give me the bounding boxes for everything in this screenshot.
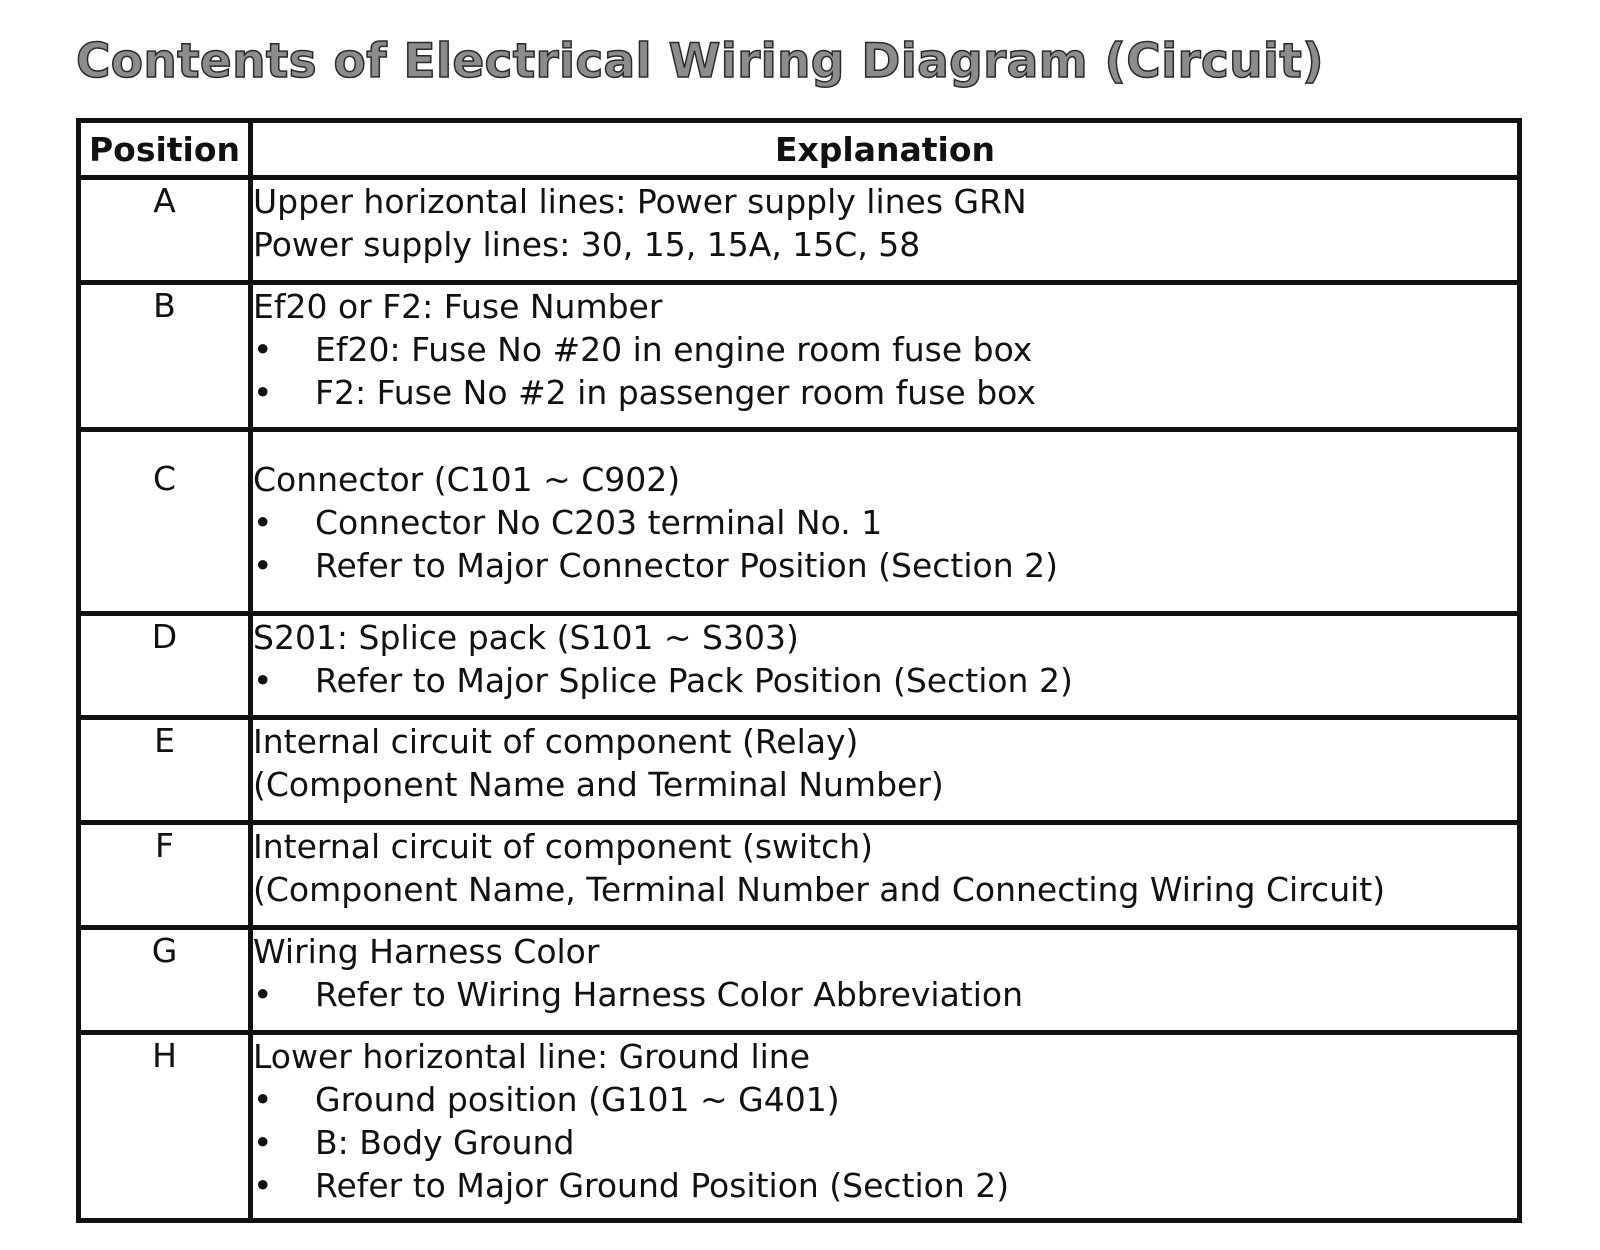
explanation-line: (Component Name, Terminal Number and Connecting Wiring Circuit)	[253, 870, 1386, 909]
table-header-row	[79, 121, 1520, 178]
position-column-header: Position	[79, 121, 251, 178]
position-cell: F	[79, 823, 251, 928]
document-title: Contents of Electrical Wiring Diagram (Circuit)	[76, 34, 1324, 89]
explanation-line: Internal circuit of component (Relay)	[253, 722, 859, 761]
explanation-line: Lower horizontal line: Ground line	[253, 1037, 811, 1076]
bullet-item: • Ef20: Fuse No #20 in engine room fuse box	[253, 328, 1517, 371]
bullet-item: • Connector No C203 terminal No. 1	[253, 501, 1517, 544]
table-row	[79, 1033, 1520, 1221]
position-cell: A	[79, 178, 251, 283]
explanation-line: Wiring Harness Color	[253, 932, 600, 971]
position-cell: D	[79, 614, 251, 718]
bullet-item: • Refer to Wiring Harness Color Abbreviation	[253, 973, 1517, 1016]
explanation-line: (Component Name and Terminal Number)	[253, 765, 944, 804]
table-row	[79, 283, 1520, 430]
explanation-cell	[251, 718, 1520, 823]
bullet-item: • Refer to Major Splice Pack Position (Section 2)	[253, 659, 1517, 702]
table-row	[79, 823, 1520, 928]
explanation-line: Internal circuit of component (switch)	[253, 827, 874, 866]
position-cell: C	[79, 430, 251, 614]
position-cell: B	[79, 283, 251, 430]
explanation-cell	[251, 178, 1520, 283]
explanation-cell	[251, 928, 1520, 1033]
explanation-line: Power supply lines: 30, 15, 15A, 15C, 58	[253, 225, 921, 264]
table-row	[79, 928, 1520, 1033]
explanation-cell	[251, 430, 1520, 614]
table-row	[79, 614, 1520, 718]
position-cell: H	[79, 1033, 251, 1221]
explanation-cell	[251, 283, 1520, 430]
bullet-item: • Refer to Major Ground Position (Section 2)	[253, 1164, 1517, 1207]
explanation-column-header: Explanation	[251, 121, 1520, 178]
bullet-item: • Ground position (G101 ~ G401)	[253, 1078, 1517, 1121]
contents-table	[76, 118, 1522, 1223]
explanation-line: Connector (C101 ~ C902)	[253, 460, 681, 499]
bullet-item: • F2: Fuse No #2 in passenger room fuse box	[253, 371, 1517, 414]
table-row	[79, 718, 1520, 823]
explanation-cell	[251, 823, 1520, 928]
bullet-item: • B: Body Ground	[253, 1121, 1517, 1164]
position-cell: G	[79, 928, 251, 1033]
explanation-line: S201: Splice pack (S101 ~ S303)	[253, 618, 799, 657]
explanation-cell	[251, 1033, 1520, 1221]
explanation-line: Ef20 or F2: Fuse Number	[253, 287, 663, 326]
explanation-line: Upper horizontal lines: Power supply lines GRN	[253, 182, 1027, 221]
explanation-cell	[251, 614, 1520, 718]
table-row	[79, 178, 1520, 283]
bullet-item: • Refer to Major Connector Position (Section 2)	[253, 544, 1517, 587]
table-row	[79, 430, 1520, 614]
position-cell: E	[79, 718, 251, 823]
